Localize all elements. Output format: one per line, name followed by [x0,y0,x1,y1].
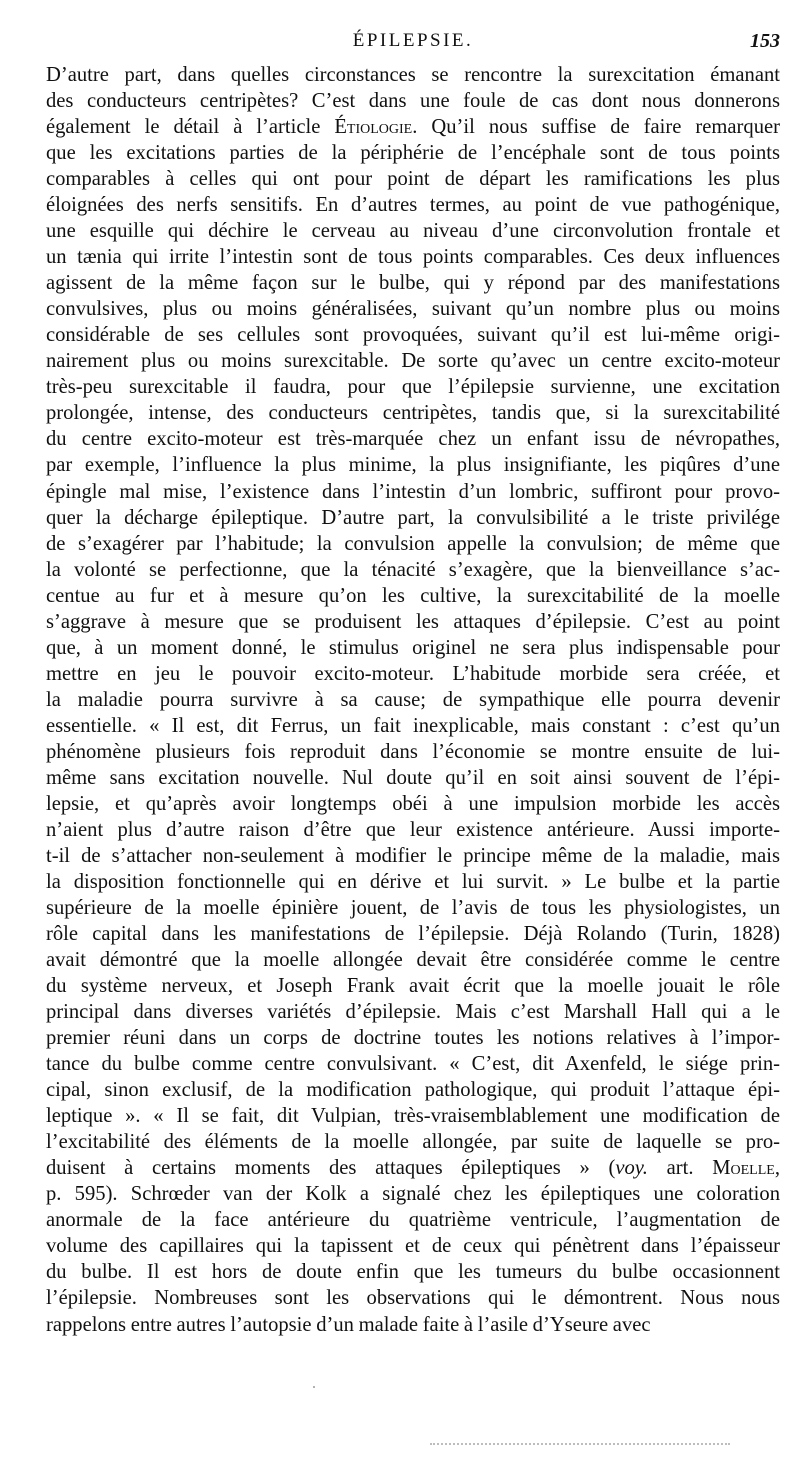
text-line: du centre excito-moteur est très-marquée chez un enfant issu de névropathes, [46,428,780,451]
text-line: l’épilepsie. Nombreuses sont les observations qui le démontrent. Nous nous [46,1287,780,1310]
body-paragraph [46,62,780,1338]
text-line: essentielle. « Il est, dit Ferrus, un fait inexplicable, mais constant : c’est qu’un [46,714,780,737]
text-line: considérable de ses cellules sont provoquées, suivant qu’il est lui-même origi- [46,324,780,347]
smallcaps-term-moelle: Moelle [712,1157,775,1180]
text-line: cipal, sinon exclusif, de la modification pathologique, qui produit l’attaque épi- [46,1079,780,1102]
text-line-last: rappelons entre autres l’autopsie d’un malade faite à l’asile d’Yseure avec [46,1313,651,1336]
text-line: comparables à celles qui ont pour point de départ les ramifications les plus [46,168,780,191]
text-line: éloignées des nerfs sensitifs. En d’autres termes, au point de vue pathogénique, [46,194,780,217]
text-line: du système nerveux, et Joseph Frank avait écrit que la moelle jouait le rôle [46,975,780,998]
text-line: une esquille qui déchire le cerveau au niveau d’une circonvolution frontale et [46,220,780,243]
page-header [46,30,780,58]
text-line: volume des capillaires qui la tapissent et de ceux qui pénètrent dans l’épaisseur [46,1235,780,1258]
text-line: par exemple, l’influence la plus minime, la plus insignifiante, les piqûres d’une [46,454,780,477]
text-line-tail: . Qu’il nous suffise de faire remarquer [412,116,780,139]
text-line: de s’exagérer par l’habitude; la convulsion appelle la convulsion; de même que [46,532,780,555]
text-line-tail: , [774,1157,780,1180]
text-line: tance du bulbe comme centre convulsivant. « C’est, dit Axenfeld, le siége prin- [46,1053,780,1076]
text-line: que les excitations parties de la périphérie de l’encéphale sont de tous points [46,142,780,165]
text-line: nairement plus ou moins surexcitable. De sorte qu’avec un centre excito-moteur [46,350,780,373]
text-line: phénomène plusieurs fois reproduit dans l’économie se montre ensuite de lui- [46,740,780,763]
text-line: lepsie, et qu’après avoir longtemps obéi à une impulsion morbide les accès [46,792,780,815]
text-line [46,1155,780,1181]
text-line: la maladie pourra survivre à sa cause; de sympathique elle pourra devenir [46,688,780,711]
smallcaps-term-etiologie: Étiologie [334,116,413,139]
text-line-middle: art. [647,1157,713,1180]
text-line: centue au fur et à mesure qu’on les cultive, la surexcitabilité de la moelle [46,584,780,607]
page-number: 153 [750,30,780,52]
text-line: t-il de s’attacher non-seulement à modifier le principe même de la maladie, mais [46,844,780,867]
running-head: ÉPILEPSIE. [352,30,474,51]
text-line: convulsives, plus ou moins généralisées, suivant qu’un nombre plus ou moins [46,298,780,321]
text-line: rôle capital dans les manifestations de l’épilepsie. Déjà Rolando (Turin, 1828) [46,923,780,946]
italic-abbrev-voy: voy. [615,1157,648,1180]
text-line: l’excitabilité des éléments de la moelle allongée, par suite de laquelle se pro- [46,1131,780,1154]
text-line: même sans excitation nouvelle. Nul doute qu’il en soit ainsi souvent de l’épi- [46,766,780,789]
text-line: n’aient plus d’autre raison d’être que leur existence antérieure. Aussi importe- [46,818,780,841]
text-line: très-peu surexcitable il faudra, pour que l’épilepsie survienne, une excitation [46,376,780,399]
text-line: quer la décharge épileptique. D’autre part, la convulsibilité a le triste privilége [46,506,780,529]
text-line: p. 595). Schrœder van der Kolk a signalé chez les épileptiques une coloration [46,1183,780,1206]
text-line: la disposition fonctionnelle qui en dérive et lui survit. » Le bulbe et la partie [46,870,780,893]
text-line: un tænia qui irrite l’intestin sont de tous points comparables. Ces deux influences [46,246,780,269]
text-line: des conducteurs centripètes? C’est dans une foule de cas dont nous donnerons [46,90,780,113]
text-line: la volonté se perfectionne, que la ténacité s’exagère, que la bienveillance s’ac- [46,558,780,581]
text-line: D’autre part, dans quelles circonstances se rencontre la surexcitation émanant [46,64,780,86]
text-line: premier réuni dans un corps de doctrine toutes les notions relatives à l’impor- [46,1027,780,1050]
text-line: s’aggrave à mesure que se produisent les attaques d’épilepsie. C’est au point [46,610,780,633]
text-line: anormale de la face antérieure du quatrième ventricule, l’augmentation de [46,1209,780,1232]
text-line: mettre en jeu le pouvoir excito-moteur. L’habitude morbide sera créée, et [46,662,780,685]
text-line: avait démontré que la moelle allongée devait être considérée comme le centre [46,949,780,972]
faint-bleed-through-rule [430,1443,730,1445]
text-line: du bulbe. Il est hors de doute enfin que les tumeurs du bulbe occasionnent [46,1261,780,1284]
text-line: prolongée, intense, des conducteurs centripètes, tandis que, si la surexcitabilité [46,402,780,425]
text-line-lead: également le détail à l’article [46,116,335,139]
text-line: supérieure de la moelle épinière jouent, de l’avis de tous les physiologistes, un [46,897,780,919]
print-speck [313,1386,315,1388]
text-line: épingle mal mise, l’existence dans l’intestin d’un lombric, suffiront pour provo- [46,480,780,503]
text-line [46,114,780,140]
text-line: agissent de la même façon sur le bulbe, qui y répond par des manifestations [46,272,780,295]
text-line-lead: duisent à certains moments des attaques épileptiques » ( [46,1157,616,1180]
text-line: principal dans diverses variétés d’épilepsie. Mais c’est Marshall Hall qui a le [46,1001,780,1024]
text-line: leptique ». « Il se fait, dit Vulpian, très-vraisemblablement une modification de [46,1105,780,1128]
text-line: que, à un moment donné, le stimulus originel ne sera plus indispensable pour [46,636,780,659]
